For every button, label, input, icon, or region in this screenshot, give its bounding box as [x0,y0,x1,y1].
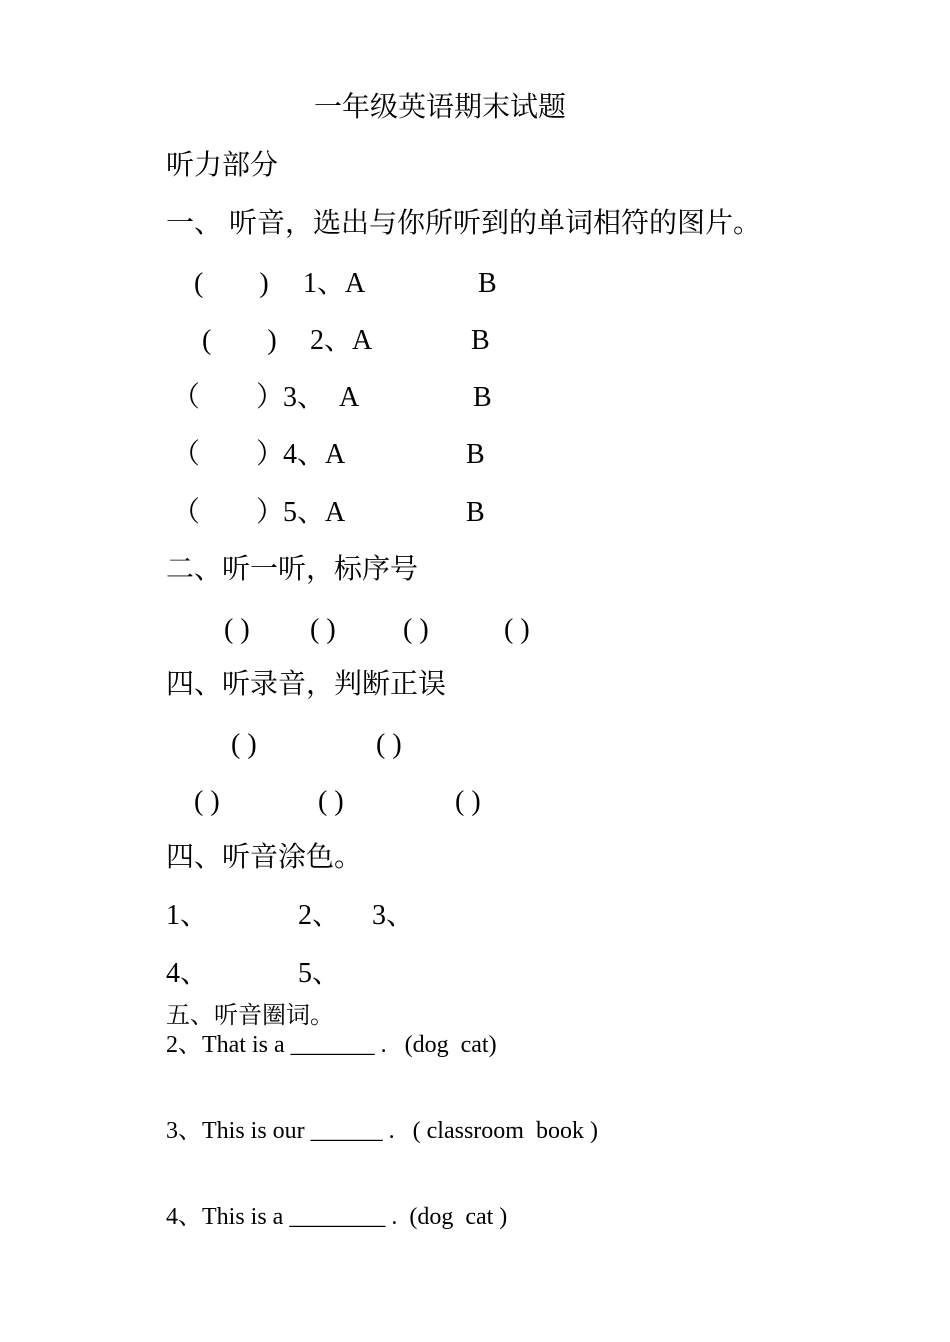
answer-blank: ( ) [455,786,481,817]
item-number: 2、 [298,900,341,931]
section1-heading: 一、 听音，选出与你所听到的单词相符的图片。 [166,208,762,239]
item-number: 4、A [283,439,346,470]
answer-blank: ( ) [224,614,250,645]
answer-blank: ( ) [310,614,336,645]
item-number: 2、A [310,325,373,356]
answer-blank: ( ) [231,729,257,760]
item-number: 1、A [303,268,366,299]
section4-heading: 四、听音涂色。 [166,842,363,873]
part-label: 听力部分 [166,150,279,181]
item-number: 5、 [298,958,341,989]
answer-paren: （ ） [172,382,285,413]
item-number: 3、 [372,900,415,931]
option-b: B [466,497,485,528]
item-number: 4、 [166,958,209,989]
item-number: 1、 [166,900,209,931]
answer-paren: （ ） [172,439,285,470]
section3-heading: 四、听录音，判断正误 [166,669,447,700]
option-b: B [466,439,485,470]
item-number: 5、A [283,497,346,528]
answer-paren: ( ) [194,268,269,299]
page-title: 一年级英语期末试题 [314,92,567,123]
section5-heading: 五、听音圈词。 [166,1003,334,1029]
answer-blank: ( ) [194,786,220,817]
item-number: 3、 A [283,382,360,413]
answer-blank: ( ) [504,614,530,645]
option-b: B [471,325,490,356]
answer-paren: ( ) [202,325,277,356]
answer-paren: （ ） [172,497,285,528]
sentence-item: 3、This is our ______ . ( classroom book ) [166,1118,598,1144]
sentence-item: 4、This is a ________ . (dog cat ) [166,1204,508,1230]
answer-blank: ( ) [318,786,344,817]
answer-blank: ( ) [376,729,402,760]
sentence-item: 2、That is a _______ . (dog cat) [166,1032,497,1058]
section2-heading: 二、听一听，标序号 [166,554,419,585]
answer-blank: ( ) [403,614,429,645]
option-b: B [473,382,492,413]
option-b: B [478,268,497,299]
